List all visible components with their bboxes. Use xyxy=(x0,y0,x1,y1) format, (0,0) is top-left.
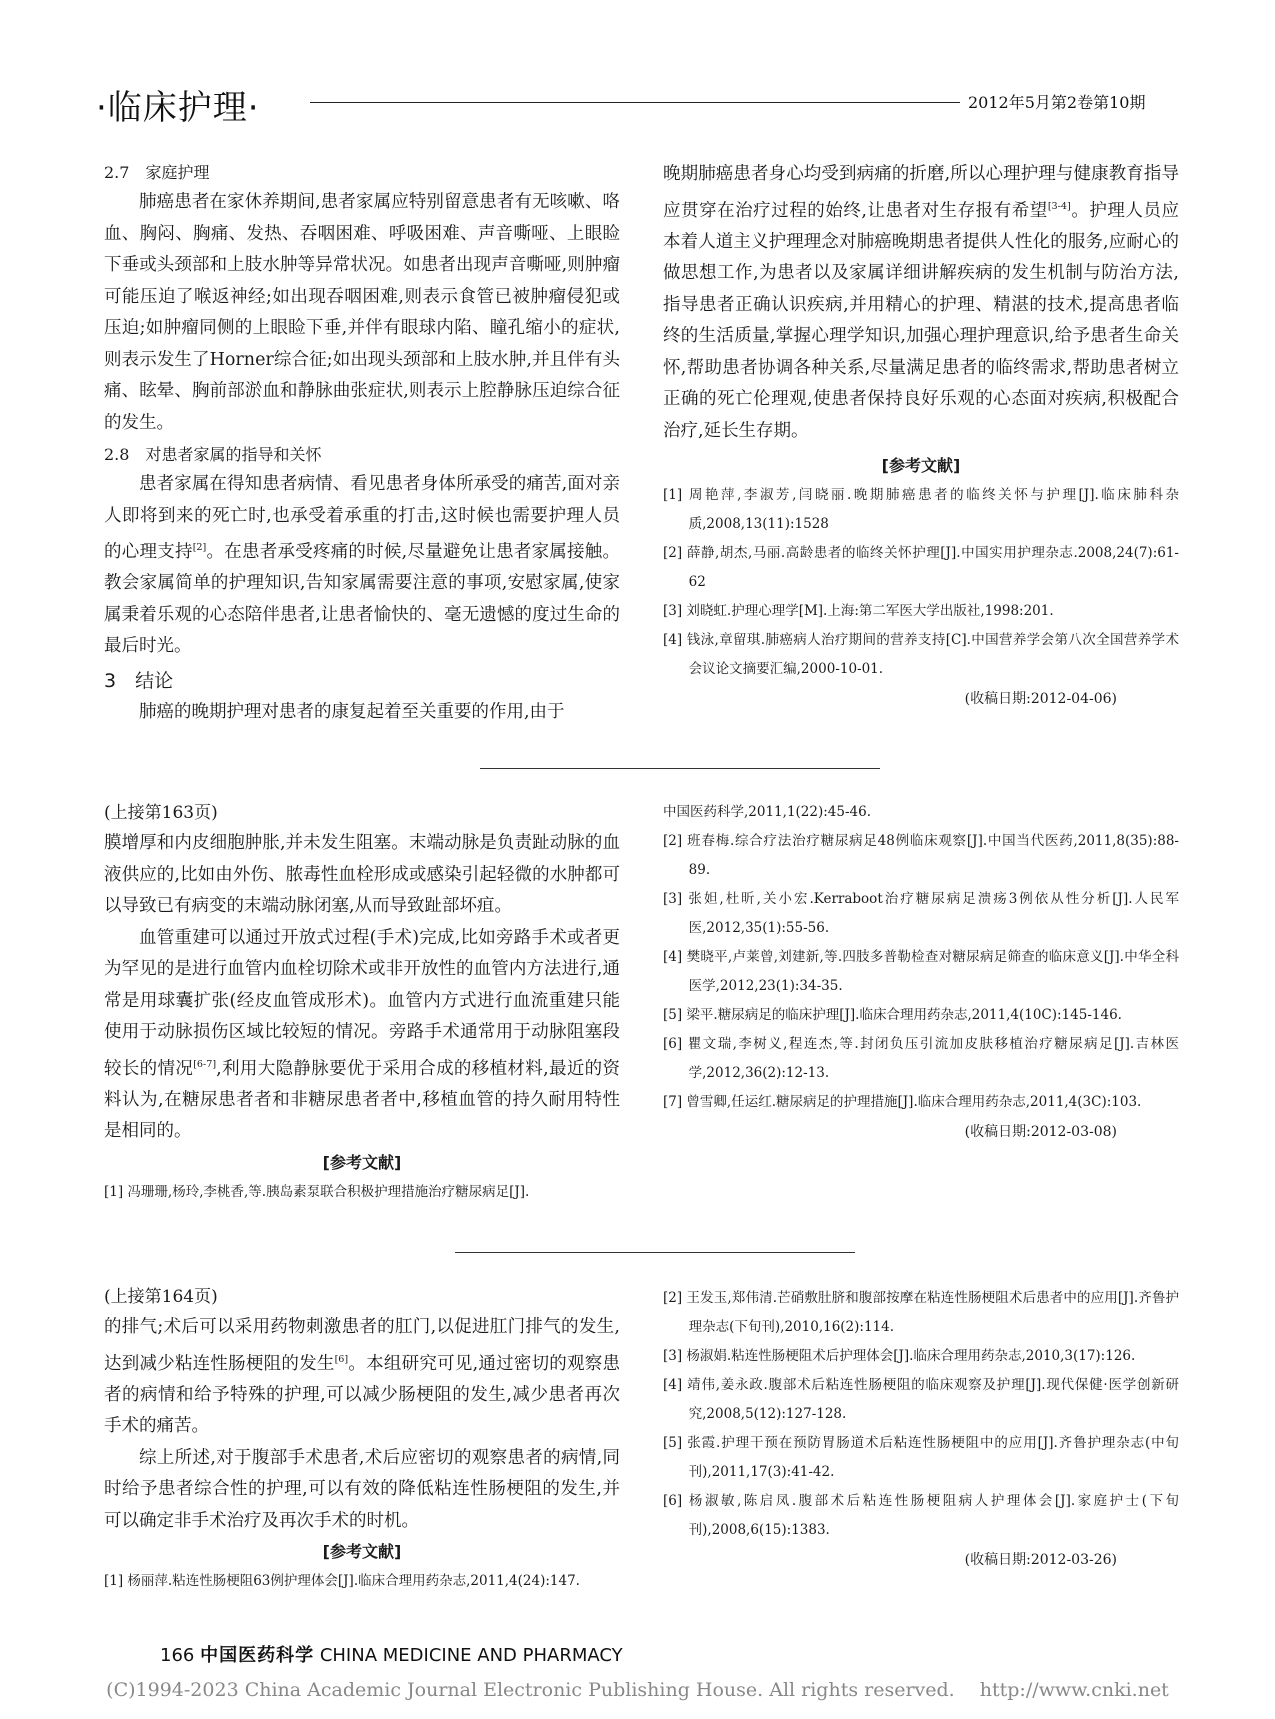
article2-right-column xyxy=(663,798,1179,1147)
article1-left-column xyxy=(104,159,620,728)
page-number: 166 xyxy=(160,1645,195,1666)
reference-item: [5] 张霞.护理干预在预防胃肠道术后粘连性肠梗阻中的应用[J].齐鲁护理杂志(中旬刊),2011,17(3):41-42. xyxy=(663,1435,1179,1480)
references-heading: [参考文献] xyxy=(322,1542,402,1562)
section-heading-2-8: 2.8 对患者家属的指导和关怀 xyxy=(104,445,322,464)
reference-item: [2] 班春梅.综合疗法治疗糖尿病足48例临床观察[J].中国当代医药,2011,8(35):88-89. xyxy=(663,833,1179,878)
reference-item: [6] 瞿文瑞,李树义,程连杰,等.封闭负压引流加皮肤移植治疗糖尿病足[J].吉林医学,2012,36(2):12-13. xyxy=(663,1036,1179,1081)
paragraph: 患者家属在得知患者病情、看见患者身体所承受的痛苦,面对亲人即将到来的死亡时,也承受着承重的打击,这时候也需要护理人员的心理支持[2]。在患者承受疼痛的时候,尽量避免让患者家属接触。教会家属简单的护理知识,告知家属需要注意的事项,安慰家属,使家属秉着乐观的心态陪伴患者,让患者愉快的、毫无遗憾的度过生命的最后时光。 xyxy=(104,474,621,657)
article-separator xyxy=(480,768,880,769)
reference-item: [1] 冯珊珊,杨玲,李桃香,等.胰岛素泵联合积极护理措施治疗糖尿病足[J]. xyxy=(104,1183,530,1200)
reference-item: [3] 刘晓虹.护理心理学[M].上海:第二军医大学出版社,1998:201. xyxy=(663,603,1054,620)
continued-note: (上接第164页) xyxy=(104,1287,218,1307)
reference-item: 中国医药科学,2011,1(22):45-46. xyxy=(663,804,871,820)
references-heading: [参考文献] xyxy=(322,1152,402,1172)
reference-item: [4] 樊晓平,卢莱曾,刘建新,等.四肢多普勒检查对糖尿病足筛查的临床意义[J].中华全科医学,2012,23(1):34-35. xyxy=(663,949,1179,994)
paragraph: 综上所述,对于腹部手术患者,术后应密切的观察患者的病情,同时给予患者综合性的护理,可以有效的降低粘连性肠梗阻的发生,并可以确定非手术治疗及再次手术的时机。 xyxy=(104,1447,620,1531)
reference-item: [3] 张妲,杜昕,关小宏.Kerraboot治疗糖尿病足溃疡3例依从性分析[J].人民军医,2012,35(1):55-56. xyxy=(663,891,1179,936)
received-date: (收稿日期:2012-03-08) xyxy=(964,1124,1117,1140)
continued-note: (上接第163页) xyxy=(104,803,218,823)
page-footer xyxy=(160,1641,623,1667)
reference-item: [2] 薛静,胡杰,马丽.高龄患者的临终关怀护理[J].中国实用护理杂志.2008,24(7):61-62 xyxy=(663,545,1179,591)
received-date: (收稿日期:2012-03-26) xyxy=(964,1552,1117,1568)
paragraph: 的排气;术后可以采用药物刺激患者的肛门,以促进肛门排气的发生,达到减少粘连性肠梗阻的发生[6]。本组研究可见,通过密切的观察患者的病情和给予特殊的护理,可以减少肠梗阻的发生,减少患者再次手术的痛苦。 xyxy=(104,1317,621,1437)
citation: [6] xyxy=(334,1353,349,1365)
section-heading-3: 3 结论 xyxy=(104,669,174,692)
issue-info: 2012年5月第2卷第10期 xyxy=(968,93,1146,112)
article2-left-column xyxy=(104,798,620,1207)
reference-item: [2] 王发玉,郑伟清.芒硝敷肚脐和腹部按摩在粘连性肠梗阻术后患者中的应用[J].齐鲁护理杂志(下旬刊),2010,16(2):114. xyxy=(663,1290,1179,1335)
reference-item: [1] 周艳萍,李淑芳,闫晓丽.晚期肺癌患者的临终关怀与护理[J].临床肺科杂质,2008,13(11):1528 xyxy=(663,487,1179,533)
reference-item: [7] 曾雪卿,任运红.糖尿病足的护理措施[J].临床合理用药杂志,2011,4(3C):103. xyxy=(663,1094,1142,1110)
reference-item: [3] 杨淑娟.粘连性肠梗阻术后护理体会[J].临床合理用药杂志,2010,3(17):126. xyxy=(663,1348,1136,1364)
citation: [3-4] xyxy=(1047,200,1071,212)
article1-right-column xyxy=(663,159,1179,714)
section-heading-2-7: 2.7 家庭护理 xyxy=(104,163,210,182)
paragraph: 膜增厚和内皮细胞肿胀,并未发生阻塞。末端动脉是负责趾动脉的血液供应的,比如由外伤、脓毒性血栓形成或感染引起轻微的水肿都可以导致已有病变的末端动脉闭塞,从而导致趾部坏疽。 xyxy=(104,833,620,916)
section-title: ·临床护理· xyxy=(96,88,260,128)
reference-item: [5] 梁平.糖尿病足的临床护理[J].临床合理用药杂志,2011,4(10C):145-146. xyxy=(663,1007,1122,1023)
paragraph: 肺癌患者在家休养期间,患者家属应特别留意患者有无咳嗽、咯血、胸闷、胸痛、发热、吞咽困难、呼吸困难、声音嘶哑、上眼睑下垂或头颈部和上肢水肿等异常状况。如患者出现声音嘶哑,则肿瘤可能压迫了喉返神经;如出现吞咽困难,则表示食管已被肿瘤侵犯或压迫;如肿瘤同侧的上眼睑下垂,并伴有眼球内陷、瞳孔缩小的症状,则表示发生了Horner综合征;如出现头颈部和上肢水肿,并且伴有头痛、眩晕、胸前部淤血和静脉曲张症状,则表示上腔静脉压迫综合征的发生。 xyxy=(104,192,620,433)
citation: [6-7] xyxy=(193,1058,217,1070)
paragraph: 晚期肺癌患者身心均受到病痛的折磨,所以心理护理与健康教育指导应贯穿在治疗过程的始终,让患者对生存报有希望[3-4]。护理人员应本着人道主义护理理念对肺癌晚期患者提供人性化的服务,应耐心的做思想工作,为患者以及家属详细讲解疾病的发生机制与防治方法,指导患者正确认识疾病,并用精心的护理、精湛的技术,提高患者临终的生活质量,掌握心理学知识,加强心理护理意识,给予患者生命关怀,帮助患者协调各种关系,尽量满足患者的临终需求,帮助患者树立正确的死亡伦理观,使患者保持良好乐观的心态面对疾病,积极配合治疗,延长生存期。 xyxy=(663,164,1180,441)
paragraph: 肺癌的晚期护理对患者的康复起着至关重要的作用,由于 xyxy=(139,701,565,722)
reference-item: [6] 杨淑敏,陈启凤.腹部术后粘连性肠梗阻病人护理体会[J].家庭护士(下旬刊),2008,6(15):1383. xyxy=(663,1493,1179,1538)
paragraph: 血管重建可以通过开放式过程(手术)完成,比如旁路手术或者更为罕见的是进行血管内血栓切除术或非开放性的血管内方法进行,通常是用球囊扩张(经皮血管成形术)。血管内方式进行血流重建只能使用于动脉损伤区域比较短的情况。旁路手术通常用于动脉阻塞段较长的情况[6-7],利用大隐静脉要优于采用合成的移植材料,最近的资料认为,在糖尿患者者和非糖尿患者者中,移植血管的持久耐用特性是相同的。 xyxy=(104,927,621,1142)
reference-item: [4] 钱泳,章留琪.肺癌病人治疗期间的营养支持[C].中国营养学会第八次全国营养学术会议论文摘要汇编,2000-10-01. xyxy=(663,632,1179,678)
citation: [2] xyxy=(192,542,207,553)
article3-right-column xyxy=(663,1284,1179,1575)
reference-item: [1] 杨丽萍.粘连性肠梗阻63例护理体会[J].临床合理用药杂志,2011,4(24):147. xyxy=(104,1573,580,1590)
article3-left-column xyxy=(104,1282,620,1596)
header-rule xyxy=(310,102,960,103)
copyright-notice: (C)1994-2023 China Academic Journal Electronic Publishing House. All rights reserved. http://www.cnki.net xyxy=(106,1679,1169,1701)
received-date: (收稿日期:2012-04-06) xyxy=(964,691,1117,708)
article-separator xyxy=(455,1252,855,1253)
reference-item: [4] 靖伟,姜永政.腹部术后粘连性肠梗阻的临床观察及护理[J].现代保健·医学创新研究,2008,5(12):127-128. xyxy=(663,1377,1179,1422)
journal-name-en: CHINA MEDICINE AND PHARMACY xyxy=(319,1645,623,1666)
journal-name-cn: 中国医药科学 xyxy=(200,1645,315,1666)
references-heading: [参考文献] xyxy=(881,456,961,476)
